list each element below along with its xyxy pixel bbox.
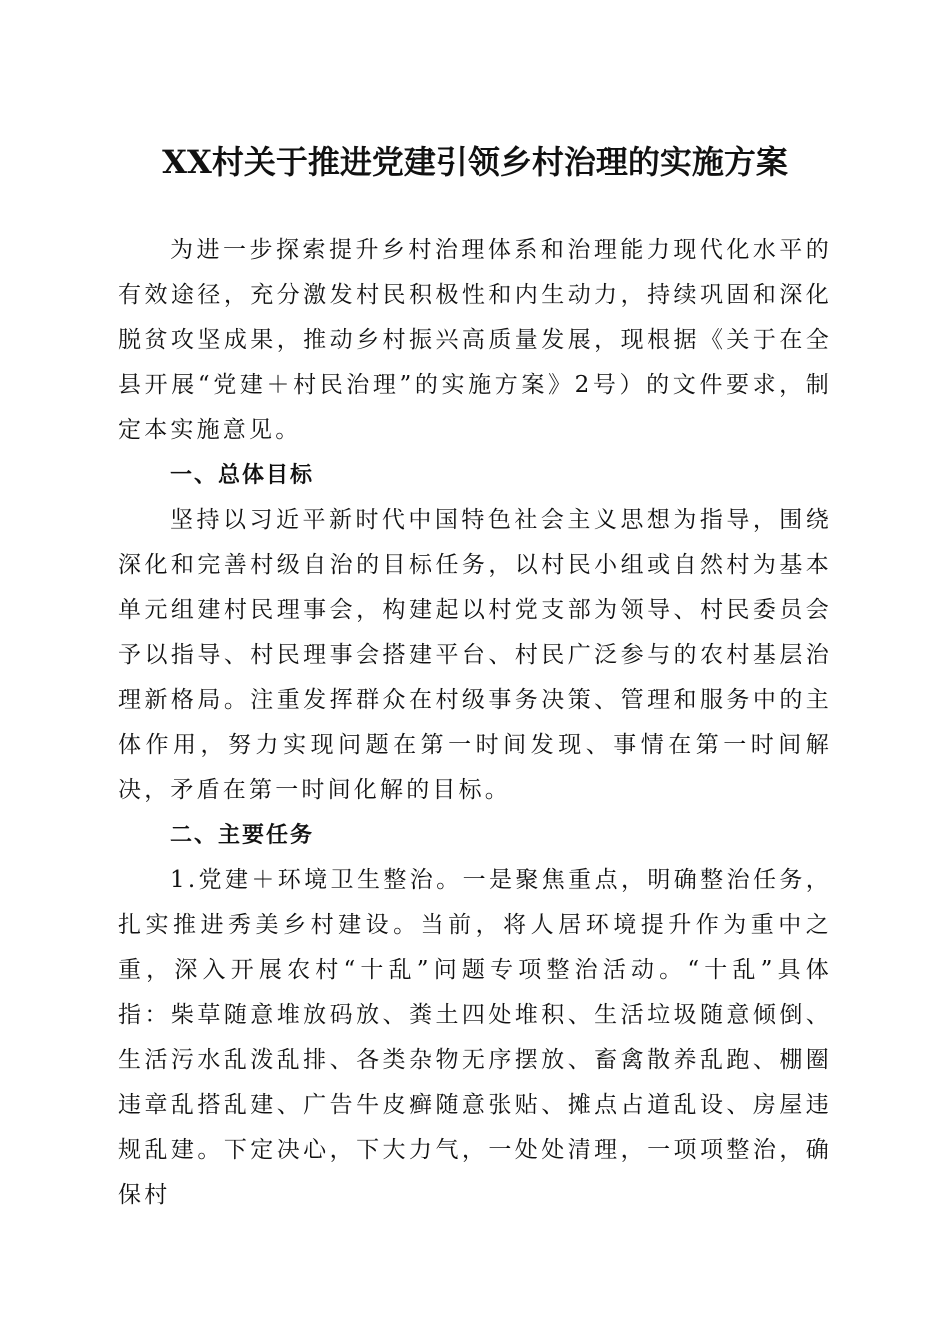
document-body bbox=[118, 228, 832, 1218]
intro-paragraph: 为进一步探索提升乡村治理体系和治理能力现代化水平的有效途径，充分激发村民积极性和内生动力，持续巩固和深化脱贫攻坚成果，推动乡村振兴高质量发展，现根据《关于在全县开展“党建＋村民治理”的实施方案》2号）的文件要求，制定本实施意见。 bbox=[118, 237, 832, 443]
tasks-paragraph: 1.党建＋环境卫生整治。一是聚焦重点，明确整治任务，扎实推进秀美乡村建设。当前，将人居环境提升作为重中之重，深入开展农村“十乱”问题专项整治活动。“十乱”具体指：柴草随意堆放码放、粪土四处堆积、生活垃圾随意倾倒、生活污水乱泼乱排、各类杂物无序摆放、畜禽散养乱跑、棚圈违章乱搭乱建、广告牛皮癣随意张贴、摊点占道乱设、房屋违规乱建。下定决心，下大力气，一处处清理，一项项整治，确保村 bbox=[118, 867, 832, 1208]
goals-paragraph: 坚持以习近平新时代中国特色社会主义思想为指导，围绕深化和完善村级自治的目标任务，以村民小组或自然村为基本单元组建村民理事会，构建起以村党支部为领导、村民委员会予以指导、村民理事会搭建平台、村民广泛参与的农村基层治理新格局。注重发挥群众在村级事务决策、管理和服务中的主体作用，努力实现问题在第一时间发现、事情在第一时间解决，矛盾在第一时间化解的目标。 bbox=[118, 507, 832, 803]
section-heading-goals: 一、总体目标 bbox=[170, 463, 315, 488]
section-heading-tasks: 二、主要任务 bbox=[170, 823, 315, 848]
document-title: XX村关于推进党建引领乡村治理的实施方案 bbox=[162, 143, 788, 181]
